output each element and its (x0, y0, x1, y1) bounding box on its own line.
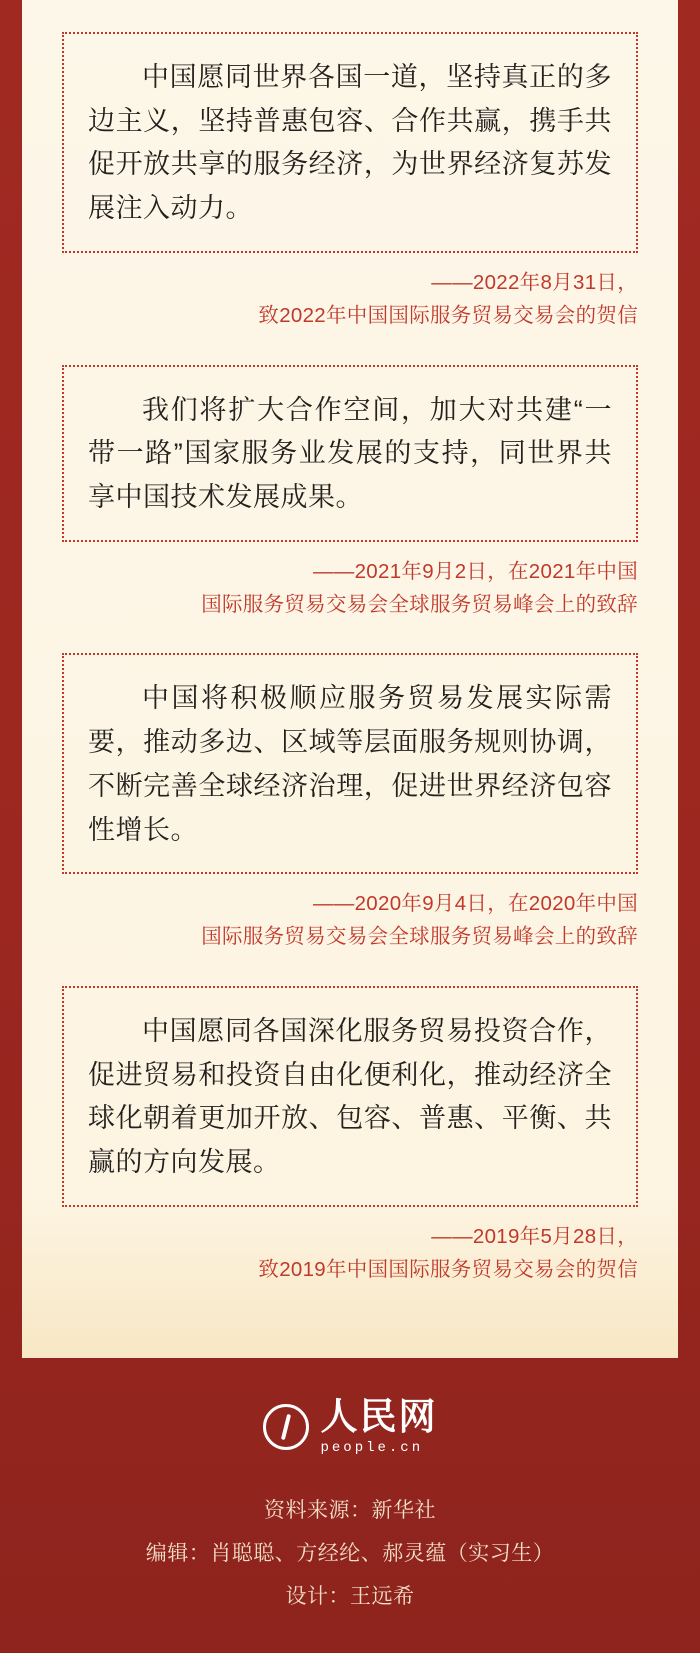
quote-source-line-1: ——2021年9月2日，在2021年中国 (312, 559, 638, 583)
quote-group-2 (22, 365, 678, 622)
credit-source: 资料来源：新华社 (264, 1499, 436, 1523)
quote-group-1 (22, 32, 678, 333)
quote-source-line-2: 国际服务贸易交易会全球服务贸易峰会上的致辞 (201, 925, 638, 949)
quote-text: 我们将扩大合作空间，加大对共建“一带一路”国家服务业发展的支持，同世界共享中国技术发展成果。 (88, 394, 612, 512)
quote-source (62, 556, 638, 622)
quote-block (62, 986, 638, 1207)
quote-source-line-2: 致2019年中国国际服务贸易交易会的贺信 (258, 1257, 638, 1281)
quote-source (62, 1221, 638, 1287)
logo-title-en: people.cn (320, 1440, 424, 1457)
logo-text (321, 1398, 438, 1455)
quote-text: 中国将积极顺应服务贸易发展实际需要，推动多边、区域等层面服务规则协调，不断完善全球经济治理，促进世界经济包容性增长。 (88, 683, 612, 845)
quote-source-line-1: ——2022年8月31日， (431, 270, 638, 294)
people-cn-logo (0, 1398, 700, 1455)
quote-block (62, 32, 638, 253)
footer (0, 1358, 700, 1652)
quote-source-line-2: 致2022年中国国际服务贸易交易会的贺信 (258, 303, 638, 327)
credit-designer: 设计：王远希 (285, 1585, 415, 1609)
quote-text: 中国愿同各国深化服务贸易投资合作，促进贸易和投资自由化便利化，推动经济全球化朝着更加开放、包容、普惠、平衡、共赢的方向发展。 (88, 1015, 612, 1178)
quote-source (62, 888, 638, 954)
quote-block (62, 365, 638, 542)
quote-source (62, 267, 638, 333)
quote-group-4 (22, 986, 678, 1287)
quote-block (62, 653, 638, 874)
logo-title-cn: 人民网 (320, 1396, 438, 1438)
credit-editor: 编辑：肖聪聪、方经纶、郝灵蕴（实习生） (145, 1542, 555, 1566)
quote-source-line-2: 国际服务贸易交易会全球服务贸易峰会上的致辞 (201, 592, 638, 616)
quote-group-3 (22, 653, 678, 954)
people-logo-icon (263, 1404, 309, 1450)
quote-text: 中国愿同世界各国一道，坚持真正的多边主义，坚持普惠包容、合作共赢，携手共促开放共享的服务经济，为世界经济复苏发展注入动力。 (88, 62, 612, 224)
quotes-card (22, 0, 678, 1358)
quote-source-line-1: ——2020年9月4日，在2020年中国 (312, 892, 638, 916)
quote-source-line-1: ——2019年5月28日， (431, 1224, 638, 1248)
